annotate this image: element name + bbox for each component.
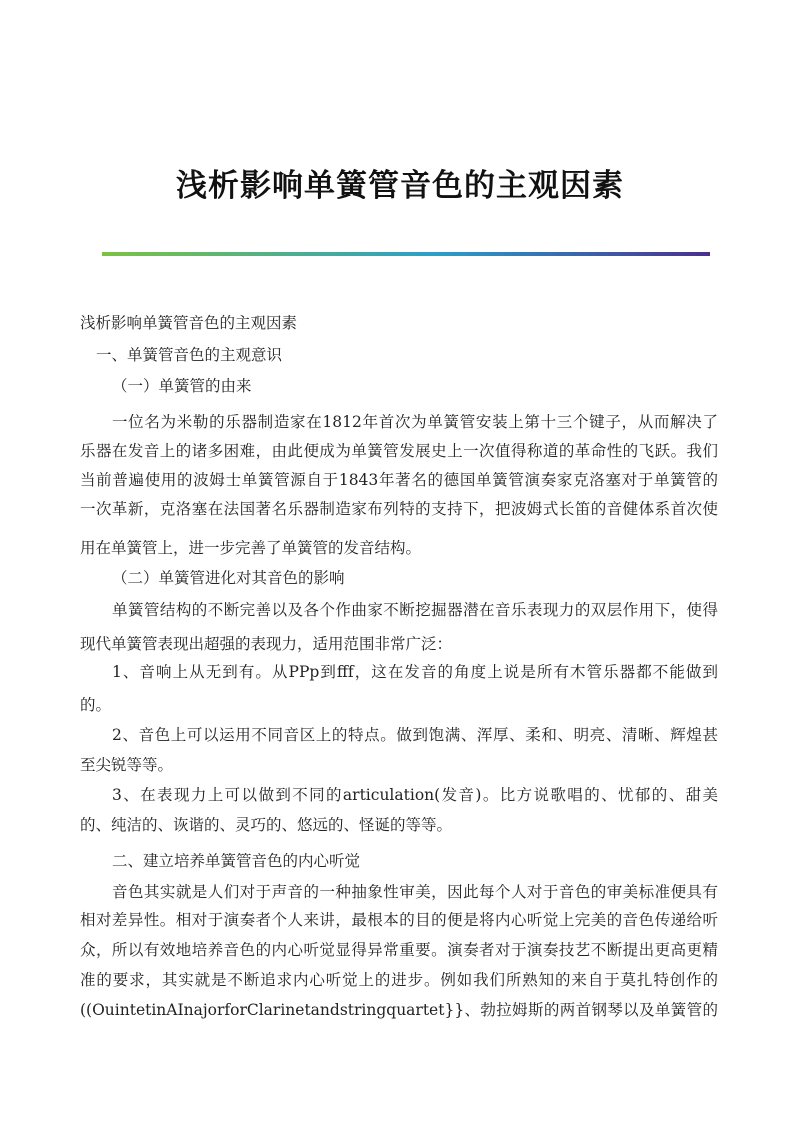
text-line: 2、音色上可以运用不同音区上的特点。做到饱满、浑厚、柔和、明亮、清晰、辉煌甚 [112, 726, 718, 744]
text-line: 的。 [80, 696, 112, 714]
document-title: 浅析影响单簧管音色的主观因素 [176, 168, 624, 204]
text-line: 一位名为米勒的乐器制造家在1812年首次为单簧管安装上第十三个键子，从而解决了 [112, 413, 718, 431]
text-line: ((OuintetinAInajorforClarinetandstringquartet}}、勃拉姆斯的两首钢琴以及单簧管的 [80, 1001, 718, 1019]
text-line: 至尖锐等等。 [80, 756, 174, 774]
text-line: 1、音响上从无到有。从PPp到fff，这在发音的角度上说是所有木管乐器都不能做到 [112, 663, 718, 681]
text-line: 相对差异性。相对于演奏者个人来讲，最根本的目的便是将内心听觉上完美的音色传递给听 [80, 911, 718, 929]
text-line: 准的要求，其实就是不断追求内心听觉上的进步。例如我们所熟知的来自于莫扎特创作的 [80, 971, 718, 989]
text-line: 一次革新，克洛塞在法国著名乐器制造家布列特的支持下，把波姆式长笛的音健体系首次使 [80, 500, 718, 518]
text-line: 二、建立培养单簧管音色的内心听觉 [112, 852, 361, 870]
text-line: 浅析影响单簧管音色的主观因素 [80, 314, 298, 332]
text-line: 音色其实就是人们对于声音的一种抽象性审美，因此每个人对于音色的审美标准便具有 [112, 883, 718, 901]
text-line: 3、在表现力上可以做到不同的articulation(发音)。比方说歌唱的、忧郁的、甜美 [112, 786, 718, 804]
text-line: 的、纯洁的、诙谐的、灵巧的、悠远的、怪诞的等等。 [80, 816, 453, 834]
text-line: （一）单簧管的由来 [112, 377, 252, 395]
text-line: 当前普遍使用的波姆士单簧管源自于1843年著名的德国单簧管演奏家克洛塞对于单簧管的 [80, 471, 718, 489]
text-line: 一、单簧管音色的主观意识 [96, 346, 283, 364]
title-divider [102, 252, 710, 256]
text-line: 乐器在发音上的诸多困难，由此便成为单簧管发展史上一次值得称道的革命性的飞跃。我们 [80, 442, 718, 460]
text-line: 现代单簧管表现出超强的表现力，适用范围非常广泛： [80, 635, 453, 653]
text-line: 单簧管结构的不断完善以及各个作曲家不断挖掘器潜在音乐表现力的双层作用下，使得 [112, 601, 718, 619]
text-line: 用在单簧管上，进一步完善了单簧管的发音结构。 [80, 539, 422, 557]
text-line: 众，所以有效地培养音色的内心听觉显得异常重要。演奏者对于演奏技艺不断提出更高更精 [80, 941, 718, 959]
text-line: （二）单簧管进化对其音色的影响 [112, 569, 345, 587]
